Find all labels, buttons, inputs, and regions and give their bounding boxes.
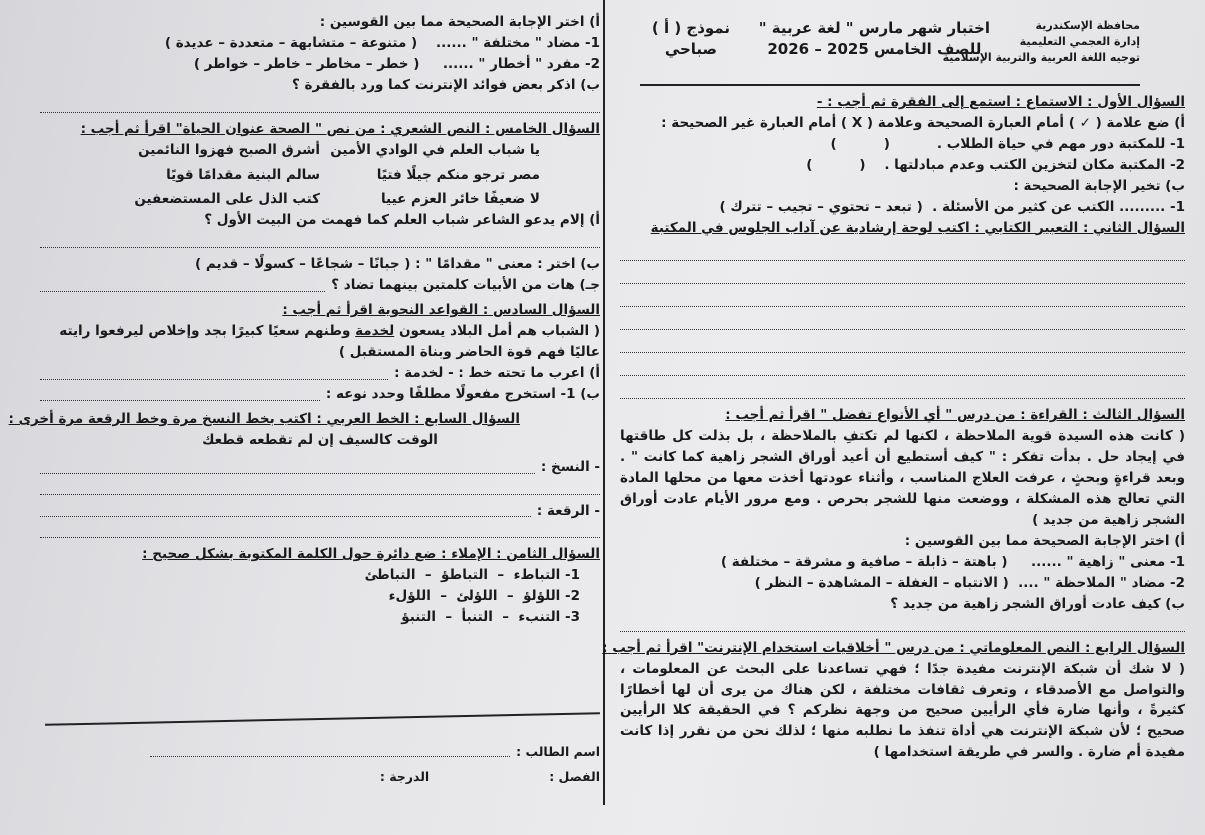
q3-a-instruction: أ) اختر الإجابة الصحيحة مما بين القوسين : [904, 532, 1185, 549]
answer-line[interactable] [620, 617, 1185, 632]
question-6 [40, 300, 600, 405]
spelling-item[interactable]: 1- التباطء – التباطؤ – التباطئ [364, 567, 580, 584]
verse-first-half: لا ضعيفًا خائر العزم عييا [380, 191, 540, 208]
calligraphy-phrase: الوقت كالسيف إن لم تقطعه قطعك [202, 431, 438, 448]
q3-passage: ( كانت هذه السيدة قوية الملاحظة ، لكنها لم تكتفِ بالملاحظة ، بل بذلت كل طاقتها في إيجاد حل . بدأت تفكر : " كيف أستطيع أن أعيد أوراق الشجر زاهية كما كانت " . وبعد قراءةٍ وبحثٍ ، عرفت العلاج المناسب ، وأثناء عودتها أخذت معها من محلها المادة التي تعالج هذه المشكلة ، ووضعت منها للشجر بحرص . ومع مرور الأيام عادت أوراق الشجر زاهية من جديد ) [620, 428, 1185, 529]
header-divider [640, 84, 1140, 86]
spelling-item[interactable]: 3- التنبء – التنبأ – التنبؤ [401, 609, 580, 626]
q5-c-question: جـ) هات من الأبيات كلمتين بينهما تضاد ؟ [331, 277, 600, 294]
q8-title: السؤال الثامن : الإملاء : ضع دائرة حول الكلمة المكتوبة بشكل صحيح : [142, 546, 600, 563]
q3-b-question: ب) كيف عادت أوراق الشجر زاهية من جديد ؟ [890, 595, 1185, 612]
verse-second-half: سالم البنية مقدامًا قويًا [166, 166, 320, 183]
exam-title: اختبار شهر مارس " لغة عربية " [758, 19, 990, 37]
answer-line[interactable] [40, 459, 535, 474]
q4-a-instruction: أ) اختر الإجابة الصحيحة مما بين القوسين : [319, 14, 600, 30]
exam-header [620, 18, 1140, 78]
q6-passage [40, 321, 600, 363]
q5-b-question: ب) اختر : معنى " مقدامًا " : ( جبانًا – شجاعًا – كسولًا – قديم ) [195, 256, 600, 273]
verse-first-half: يا شباب العلم في الوادي الأمين [330, 141, 540, 158]
q4-b-question: ب) اذكر بعض فوائد الإنترنت كما ورد بالفقرة ؟ [292, 76, 600, 93]
answer-line[interactable] [620, 382, 1185, 399]
q5-a-question: أ) إلام يدعو الشاعر شباب العلم كما فهمت من البيت الأول ؟ [204, 212, 600, 229]
q7-title: السؤال السابع : الخط العربي : اكتب بخط النسخ مرة وخط الرقعة مرة أخرى : [8, 410, 520, 427]
question-1 [620, 92, 1185, 218]
answer-line[interactable] [620, 336, 1185, 353]
q1-title: السؤال الأول : الاستماع : استمع إلى الفقرة ثم أجب : - [816, 94, 1185, 110]
q6-a-question: أ) اعرب ما تحته خط : - لخدمة : [394, 364, 600, 381]
answer-line[interactable] [620, 244, 1185, 261]
verse-second-half: كتب الذل على المستضعفين [134, 191, 320, 208]
student-info [150, 742, 600, 787]
answer-line[interactable] [620, 313, 1185, 330]
class-label[interactable]: الفصل : [549, 769, 600, 785]
exam-model: نموذج ( أ ) [651, 19, 730, 37]
student-name-field[interactable] [150, 742, 510, 757]
verse-second-half: أشرق الصبح فهزوا النائمين [138, 141, 320, 158]
answer-line[interactable] [40, 386, 320, 401]
answer-line[interactable] [620, 267, 1185, 284]
grade-year: للصف الخامس 2025 – 2026 [767, 40, 982, 58]
answer-line[interactable] [40, 480, 600, 495]
q2-title: السؤال الثاني : التعبير الكتابي : اكتب لوحة إرشادية عن آداب الجلوس في المكتبة [650, 219, 1185, 236]
administration: إدارة العجمي التعليمية [1019, 34, 1140, 48]
answer-line[interactable] [40, 98, 600, 113]
q6-title: السؤال السادس : القواعد النحوية اقرأ ثم أجب : [282, 302, 600, 319]
question-7 [8, 409, 600, 539]
question-2 [620, 218, 1185, 400]
answer-line[interactable] [40, 233, 600, 248]
underlined-word: لخدمة [355, 323, 395, 340]
answer-line[interactable] [40, 365, 388, 380]
column-divider [603, 0, 605, 805]
q4-title: السؤال الرابع : النص المعلوماتي : من درس " أخلاقيات استخدام الإنترنت" اقرأ ثم أجب : [602, 639, 1185, 656]
q1-b-item: 1- ......... الكتب عن كثير من الأسئلة . ( تبعد – تحتوي – تجيب – تترك ) [719, 198, 1185, 215]
verse-first-half: مصر ترجو منكم جيلًا فتيًا [376, 166, 540, 183]
model-block [652, 18, 730, 60]
q1-b-instruction: ب) تخير الإجابة الصحيحة : [1013, 177, 1185, 194]
answer-line[interactable] [40, 277, 325, 292]
q1-a-item: 1- للمكتبة دور مهم في حياة الطلاب . ( ) [830, 135, 1185, 152]
answer-line[interactable] [620, 359, 1185, 376]
exam-shift: صباحي [664, 40, 718, 58]
naskh-label: - النسخ : [540, 458, 600, 475]
exam-title-block [759, 18, 990, 60]
answer-line[interactable] [620, 290, 1185, 307]
poem-verses [40, 140, 600, 211]
left-column [8, 12, 600, 628]
spelling-item[interactable]: 2- اللؤلؤ – اللؤلئ – اللؤلء [388, 588, 580, 605]
q3-a-item: 1- معنى " زاهية " ...... ( باهتة – ذابلة – صافية و مشرقة – مختلفة ) [720, 553, 1185, 570]
q4-a-item: 2- مفرد " أخطار " ...... ( خطر – مخاطر – خاطر – خواطر ) [193, 55, 600, 72]
grade-label[interactable]: الدرجة : [379, 769, 430, 785]
question-5 [40, 119, 600, 296]
question-8 [40, 544, 600, 628]
passage-text: وطنهم سعيًا كبيرًا بجد وإخلاص ليرفعوا رايته عاليًا فهم قوة الحاضر وبناة المستقبل ) [59, 323, 600, 360]
q1-a-item: 2- المكتبة مكان لتخزين الكتب وعدم مبادلتها . ( ) [806, 156, 1185, 173]
q3-a-item: 2- مضاد " الملاحظة " .... ( الانتباه – الغفلة – المشاهدة – النظر ) [754, 574, 1185, 591]
q2-answer-area[interactable] [620, 238, 1185, 399]
student-name-label: اسم الطالب : [516, 744, 600, 759]
q4-a-item: 1- مضاد " مختلفة " ...... ( متنوعة – متشابهة – متعددة – عديدة ) [164, 34, 600, 51]
q1-a-instruction: أ) ضع علامة ( ✓ ) أمام العبارة الصحيحة وعلامة ( X ) أمام العبارة غير الصحيحة : [661, 114, 1185, 131]
governorate: محافظة الإسكندرية [1035, 19, 1140, 32]
question-3 [620, 405, 1185, 631]
footer-divider [45, 712, 600, 726]
q3-title: السؤال الثالث : القراءة : من درس " أي الأنواع تفضل " اقرأ ثم أجب : [725, 407, 1185, 424]
answer-line[interactable] [40, 502, 531, 517]
right-column [602, 92, 1185, 763]
supervision: توجيه اللغة العربية والتربية الإسلامية [942, 50, 1140, 64]
ruqaa-label: - الرقعة : [536, 502, 600, 519]
question-4-continued [40, 12, 600, 113]
answer-line[interactable] [40, 523, 600, 538]
q4-passage: ( لا شك أن شبكة الإنترنت مفيدة جدًا ؛ فهي تساعدنا على البحث عن المعلومات ، والتواصل مع الأصدقاء ، وتعرف ثقافات مختلفة ، لكن هناك من يرى أن لها أخطارًا كثيرةً ، وأنها ضارة فأي الرأيين صحيح من وجهة نظركم ؟ في الحقيقة كلا الرأيين صحيح ؛ لأن شبكة الإنترنت هي أداة تنفذ ما نطلبه منها ؛ لذلك نحن من نقرر إذا كانت مفيدة أم ضارة . والسر في طريقة استخدامها ) [620, 660, 1185, 761]
q5-title: السؤال الخامس : النص الشعري : من نص " الصحة عنوان الحياة" اقرأ ثم أجب : [80, 120, 600, 137]
q6-b-question: ب) 1- استخرج مفعولًا مطلقًا وحدد نوعه : [325, 385, 600, 402]
passage-text: ( الشباب هم أمل البلاد يسعون [394, 323, 600, 340]
question-4 [602, 638, 1185, 764]
